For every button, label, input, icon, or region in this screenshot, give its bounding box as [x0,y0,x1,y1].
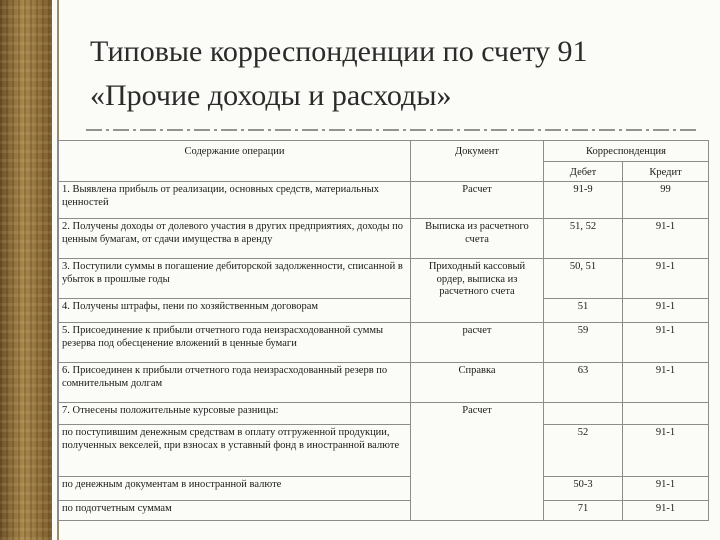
operation-cell: 6. Присоединен к прибыли отчетного года неизрасходованный резерв по сомнительным долгам [59,363,411,403]
table-row [59,363,709,403]
document-cell: расчет [411,323,544,363]
document-cell: Выписка из расчетного счета [411,219,544,259]
decorative-sidebar [0,0,52,540]
table-row [59,425,709,477]
document-cell [411,501,544,521]
table-row [59,182,709,219]
header-correspondence: Корреспонденция [544,141,709,162]
header-credit: Кредит [623,161,709,182]
debit-cell: 51, 52 [544,219,623,259]
header-document: Документ [411,141,544,182]
operation-cell: по денежным документам в иностранной валюте [59,477,411,501]
title-line-1: Типовые корреспонденции по счету 91 [90,35,588,68]
operation-cell: по поступившим денежным средствам в оплату отгруженной продукции, полученных векселей, при взносах в уставный фонд в иностранной валюте [59,425,411,477]
header-operation: Содержание операции [59,141,411,182]
credit-cell: 91-1 [623,425,709,477]
document-cell: Справка [411,363,544,403]
operation-cell: 2. Получены доходы от долевого участия в других предприятиях, доходы по ценным бумагам, от сдачи имущества в аренду [59,219,411,259]
table-row [59,501,709,521]
debit-cell: 52 [544,425,623,477]
debit-cell: 63 [544,363,623,403]
debit-cell: 51 [544,299,623,323]
title-line-2: «Прочие доходы и расходы» [90,79,452,112]
table-row [59,323,709,363]
document-cell: Приходный кассовый ордер, выписка из расчетного счета [411,259,544,323]
operation-cell: 4. Получены штрафы, пени по хозяйственным договорам [59,299,411,323]
debit-cell: 50-3 [544,477,623,501]
correspondence-table [58,140,709,521]
credit-cell: 91-1 [623,477,709,501]
debit-cell [544,403,623,425]
credit-cell: 91-1 [623,259,709,299]
slide-title [90,30,690,118]
debit-cell: 71 [544,501,623,521]
operation-cell: 1. Выявлена прибыль от реализации, основных средств, материальных ценностей [59,182,411,219]
credit-cell: 91-1 [623,363,709,403]
credit-cell: 91-1 [623,299,709,323]
header-debit: Дебет [544,161,623,182]
table-row [59,299,709,323]
document-cell [411,425,544,477]
operation-cell: 3. Поступили суммы в погашение дебиторской задолженности, списанной в убыток в прошлые годы [59,259,411,299]
debit-cell: 50, 51 [544,259,623,299]
credit-cell [623,403,709,425]
debit-cell: 59 [544,323,623,363]
table-row [59,259,709,299]
operation-cell: 7. Отнесены положительные курсовые разницы: [59,403,411,425]
operation-cell: 5. Присоединение к прибыли отчетного года неизрасходованной суммы резерва под обесценение вложений в ценные бумаги [59,323,411,363]
document-cell [411,477,544,501]
title-divider [86,123,700,137]
document-cell: Расчет [411,182,544,219]
operation-cell: по подотчетным суммам [59,501,411,521]
document-cell: Расчет [411,403,544,425]
debit-cell: 91-9 [544,182,623,219]
credit-cell: 91-1 [623,219,709,259]
table-row [59,477,709,501]
credit-cell: 91-1 [623,323,709,363]
credit-cell: 91-1 [623,501,709,521]
table-row [59,219,709,259]
credit-cell: 99 [623,182,709,219]
table-row [59,403,709,425]
